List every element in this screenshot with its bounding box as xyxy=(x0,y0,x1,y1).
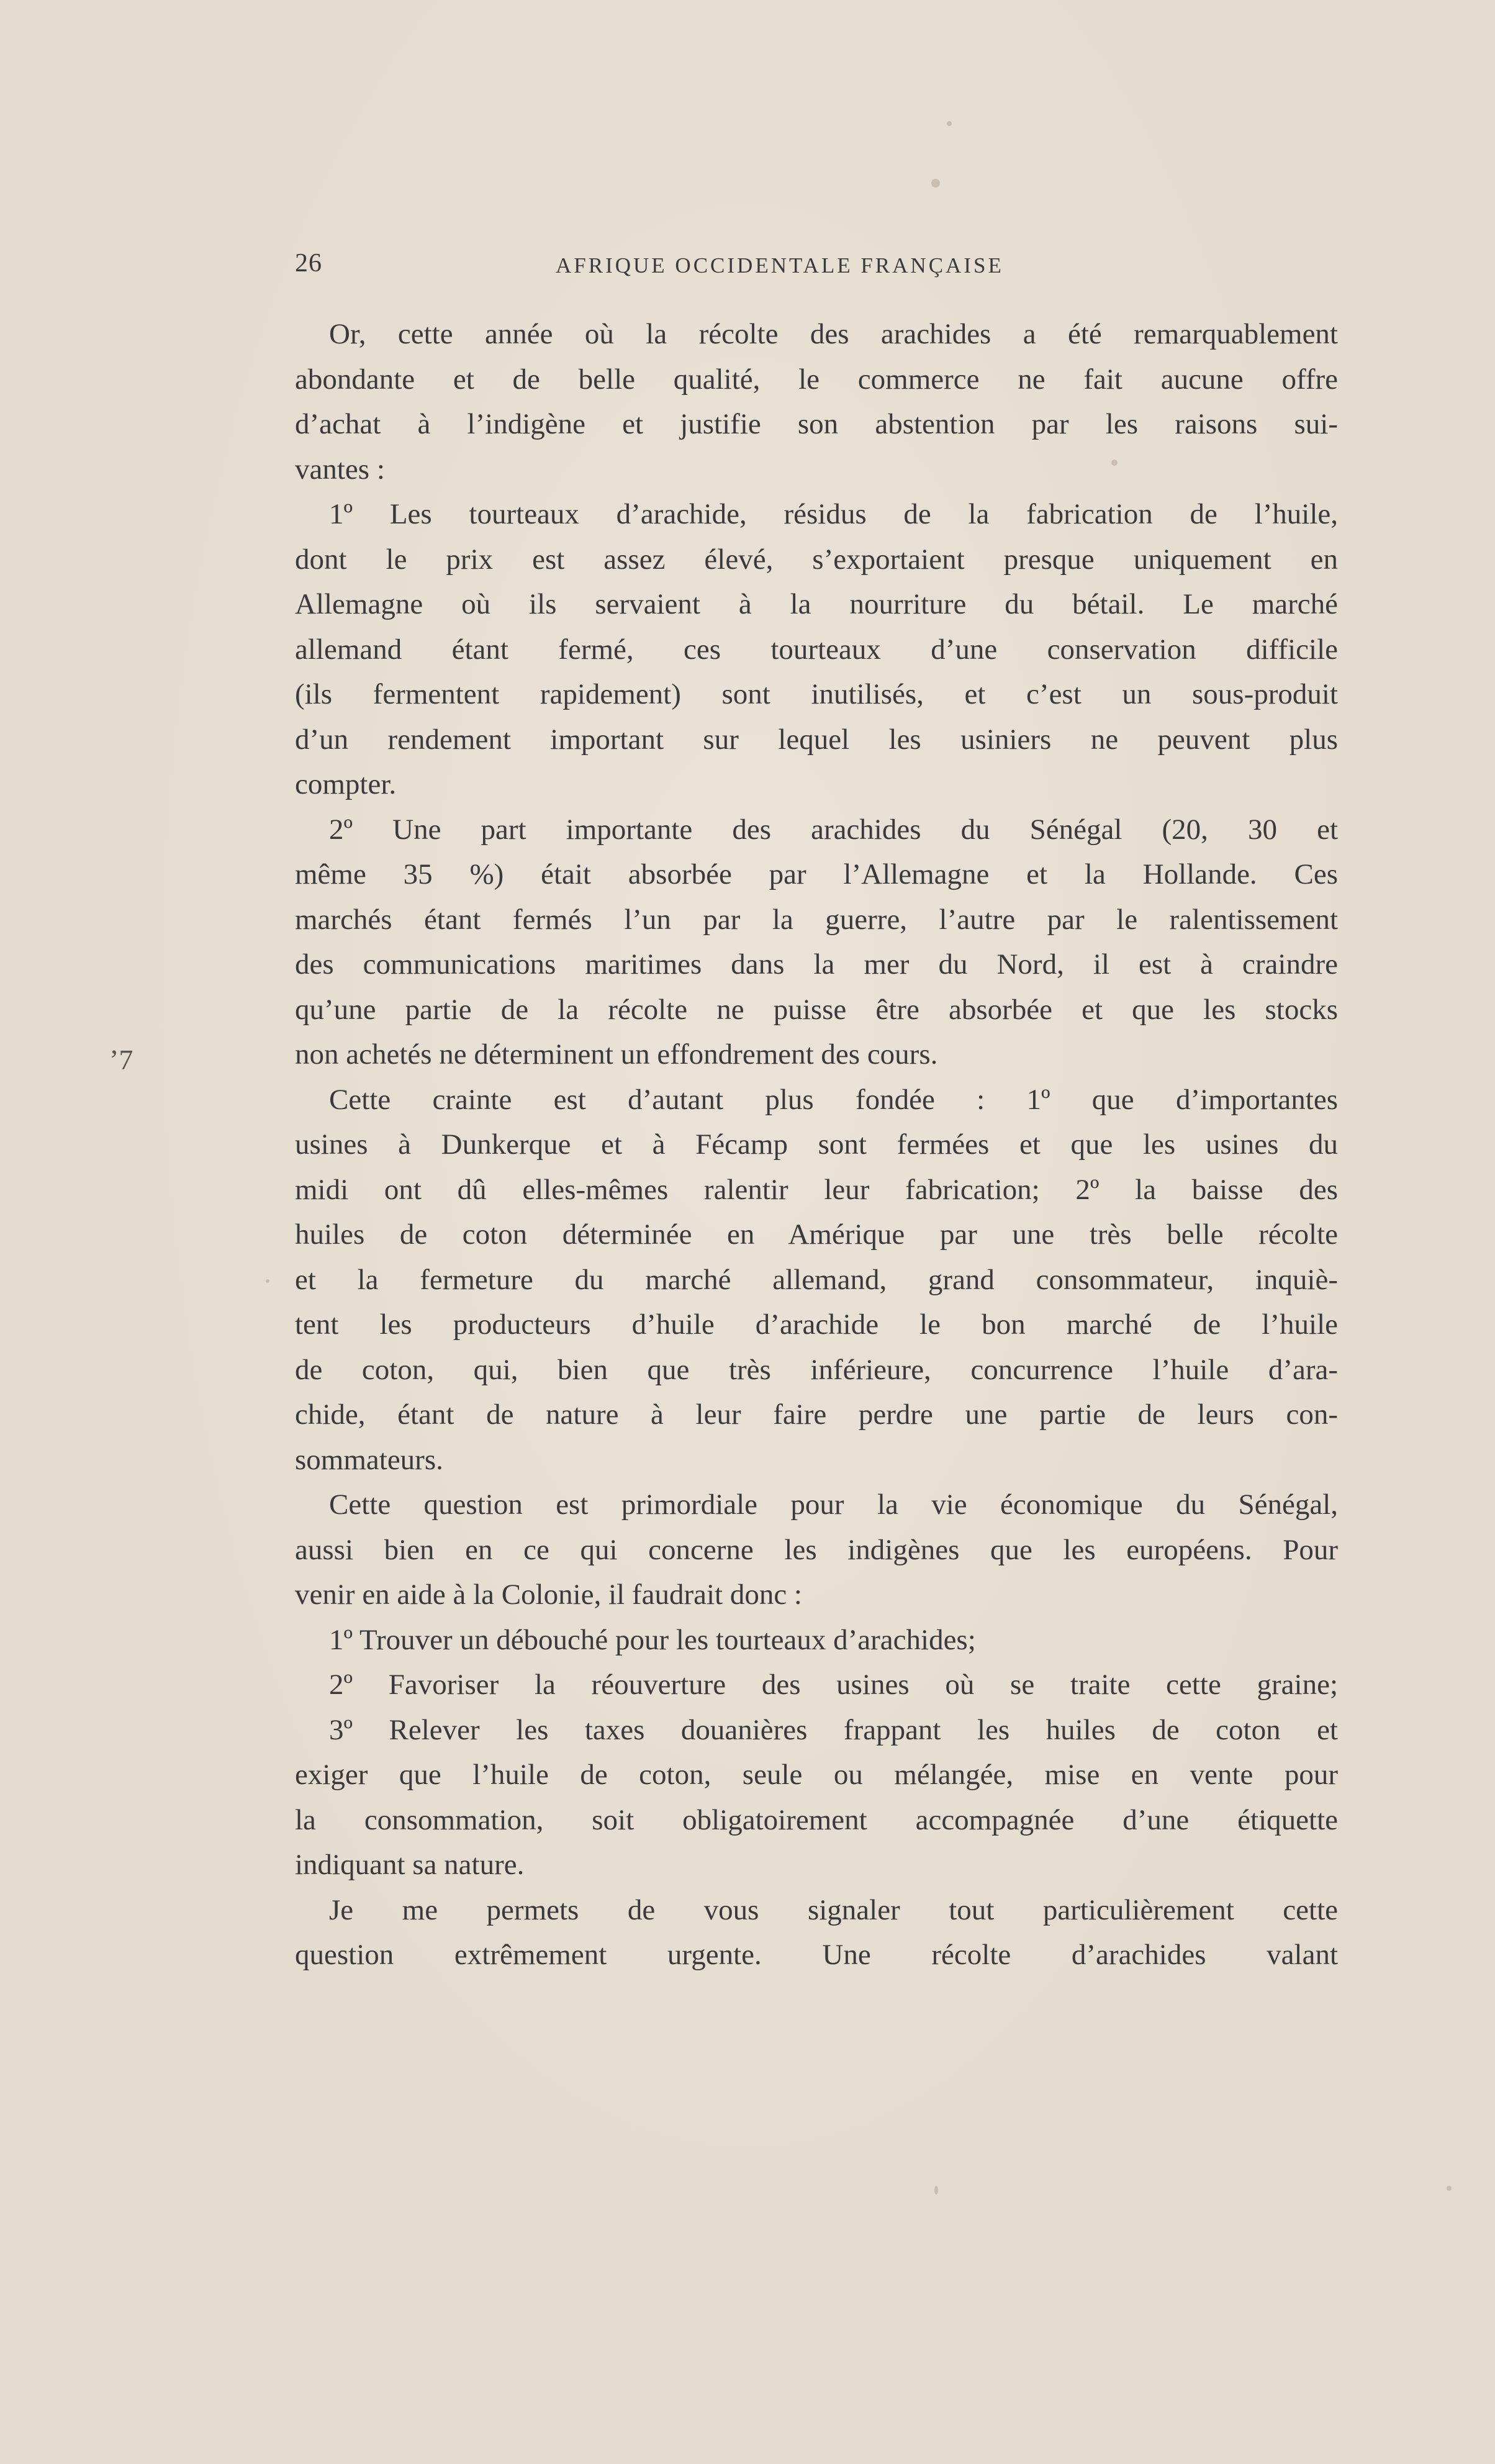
text-line: 2º Favoriser la réouverture des usines où se traite cette graine; xyxy=(329,1669,1338,1701)
paper-speck xyxy=(266,1279,269,1283)
text-line: (ils fermentent rapidement) sont inutilisés, et c’est un sous-produit xyxy=(295,678,1338,710)
text-line: Or, cette année où la récolte des arachides a été remarquablement xyxy=(329,318,1338,350)
text-line: et la fermeture du marché allemand, grand consommateur, inquiè- xyxy=(295,1263,1338,1296)
text-line: exiger que l’huile de coton, seule ou mélangée, mise en vente pour xyxy=(295,1759,1338,1791)
text-line: des communications maritimes dans la mer du Nord, il est à craindre xyxy=(295,948,1338,981)
text-line: d’un rendement important sur lequel les usiniers ne peuvent plus xyxy=(295,723,1338,756)
text-line: 3º Relever les taxes douanières frappant les huiles de coton et xyxy=(329,1713,1338,1746)
text-line: même 35 %) était absorbée par l’Allemagne et la Hollande. Ces xyxy=(295,858,1338,890)
text-line: huiles de coton déterminée en Amérique par une très belle récolte xyxy=(295,1218,1338,1251)
text-line: tent les producteurs d’huile d’arachide le bon marché de l’huile xyxy=(295,1308,1338,1341)
text-line: marchés étant fermés l’un par la guerre, l’autre par le ralentissement xyxy=(295,903,1338,936)
text-line: chide, étant de nature à leur faire perdre une partie de leurs con- xyxy=(295,1398,1338,1431)
text-line: aussi bien en ce qui concerne les indigènes que les européens. Pour xyxy=(295,1533,1338,1566)
text-line: la consommation, soit obligatoirement accompagnée d’une étiquette xyxy=(295,1803,1338,1836)
paper-speck xyxy=(947,121,952,126)
text-line: question extrêmement urgente. Une récolte d’arachides valant xyxy=(295,1939,1338,1971)
paper-speck xyxy=(934,2186,938,2194)
margin-annotation: ʼ7 xyxy=(109,1044,133,1076)
text-line: 1º Trouver un débouché pour les tourteaux d’arachides; xyxy=(329,1623,976,1656)
text-line: usines à Dunkerque et à Fécamp sont fermées et que les usines du xyxy=(295,1128,1338,1161)
text-line: Je me permets de vous signaler tout particulièrement cette xyxy=(329,1893,1338,1926)
text-line: 1º Les tourteaux d’arachide, résidus de la fabrication de l’huile, xyxy=(329,498,1338,530)
text-line: indiquant sa nature. xyxy=(295,1849,525,1881)
text-line: d’achat à l’indigène et justifie son abstention par les raisons sui- xyxy=(295,408,1338,440)
paper-speck xyxy=(931,179,940,188)
body-text xyxy=(295,312,1338,1978)
text-line: dont le prix est assez élevé, s’exportaient presque uniquement en xyxy=(295,543,1338,576)
text-line: Cette crainte est d’autant plus fondée : 1º que d’importantes xyxy=(329,1083,1338,1116)
text-line: midi ont dû elles-mêmes ralentir leur fabrication; 2º la baisse des xyxy=(295,1173,1338,1206)
text-line: de coton, qui, bien que très inférieure, concurrence l’huile d’ara- xyxy=(295,1353,1338,1386)
paper-speck xyxy=(1111,460,1118,466)
text-line: vantes : xyxy=(295,453,385,486)
text-line: Allemagne où ils servaient à la nourriture du bétail. Le marché xyxy=(295,588,1338,620)
text-line: non achetés ne déterminent un effondrement des cours. xyxy=(295,1038,938,1071)
text-line: abondante et de belle qualité, le commerce ne fait aucune offre xyxy=(295,363,1338,396)
text-line: qu’une partie de la récolte ne puisse être absorbée et que les stocks xyxy=(295,993,1338,1026)
paper-speck xyxy=(1447,2186,1452,2191)
text-line: 2º Une part importante des arachides du Sénégal (20, 30 et xyxy=(329,813,1338,846)
text-line: compter. xyxy=(295,768,397,800)
text-line: venir en aide à la Colonie, il faudrait donc : xyxy=(295,1578,802,1611)
text-line: allemand étant fermé, ces tourteaux d’une conservation difficile xyxy=(295,633,1338,666)
text-line: sommateurs. xyxy=(295,1443,443,1476)
page-header xyxy=(295,248,1338,286)
text-line: Cette question est primordiale pour la vie économique du Sénégal, xyxy=(329,1488,1338,1521)
page-number: 26 xyxy=(295,249,322,278)
running-head: AFRIQUE OCCIDENTALE FRANÇAISE xyxy=(556,253,1004,278)
